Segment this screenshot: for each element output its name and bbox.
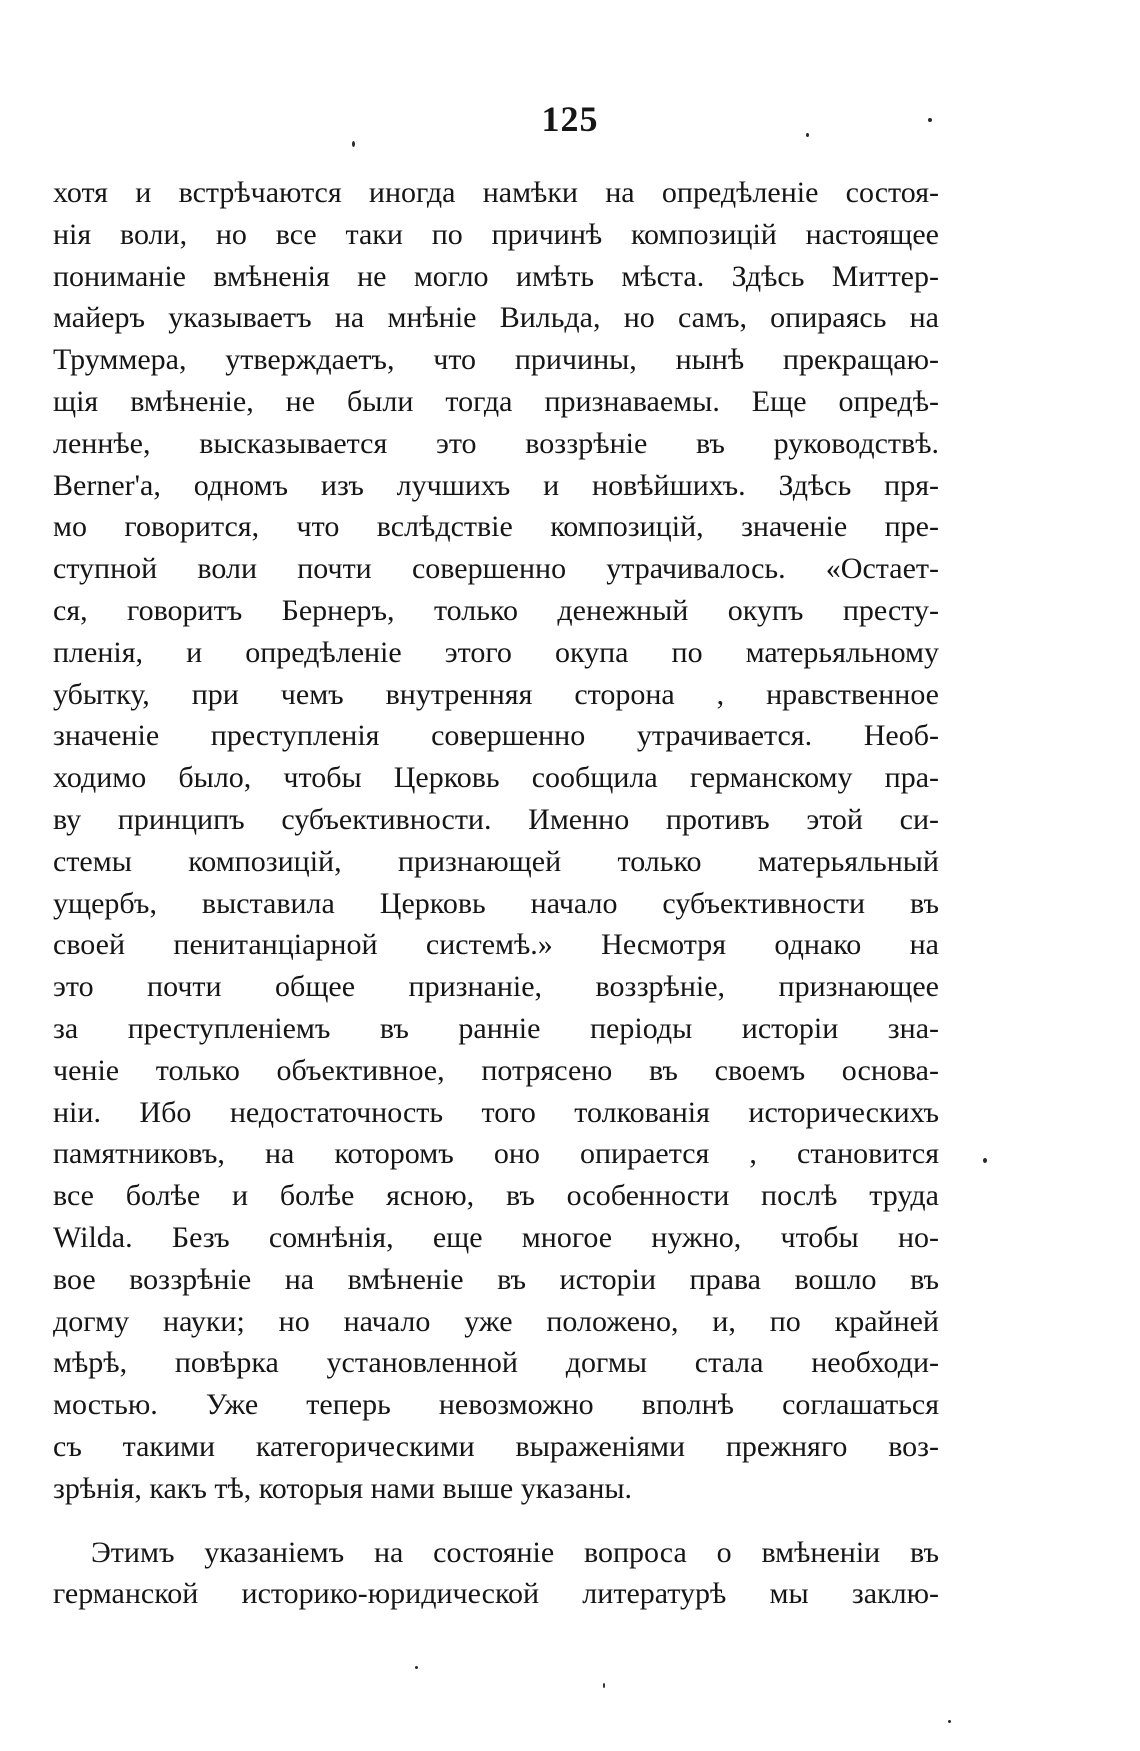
text-line: Труммера, утверждаетъ, что причины, нынѣ прекращаю- [53,343,939,377]
text-line: мо говорится, что вслѣдствіе композицій, значеніе пре- [53,510,939,544]
text-line: ся, говоритъ Бернеръ, только денежный окупъ престу- [53,593,939,627]
text-line: съ такими категорическими выраженіями прежняго воз- [53,1429,939,1463]
text-line: значеніе преступленія совершенно утрачивается. Необ- [53,719,939,753]
page-number: 125 [541,99,599,139]
text-line: леннѣе, высказывается это воззрѣніе въ руководствѣ. [53,426,939,460]
scan-speck [948,1720,951,1723]
text-line: германской историко-юридической литературѣ мы заклю- [53,1577,939,1611]
paragraph [53,1532,939,1616]
scan-speck [806,133,809,137]
text-line: все болѣе и болѣе ясною, въ особенности послѣ труда [53,1179,939,1213]
text-line: зрѣнія, какъ тѣ, которыя нами выше указаны. [53,1471,633,1505]
paragraph [53,172,939,1510]
scan-speck [928,118,932,122]
text-line: ходимо было, чтобы Церковь сообщила германскому пра- [53,761,939,795]
text-line: ніи. Ибо недостаточность того толкованія историческихъ [53,1095,939,1129]
text-line: Wilda. Безъ сомнѣнія, еще многое нужно, чтобы но- [53,1220,939,1254]
text-line: ву принципъ субъективности. Именно противъ этой си- [53,802,939,836]
text-line: ченіе только объективное, потрясено въ своемъ основа- [53,1053,939,1087]
scan-speck [603,1683,605,1688]
text-line: майеръ указываетъ на мнѣніе Вильда, но самъ, опираясь на [53,301,939,335]
body-text [53,172,939,1615]
text-line: Berner'а, одномъ изъ лучшихъ и новѣйшихъ. Здѣсь пря- [53,468,939,502]
text-line: пленія, и опредѣленіе этого окупа по матерьяльному [53,635,939,669]
scan-speck [352,141,355,147]
text-line: своей пенитанціарной системѣ.» Несмотря однако на [53,928,939,962]
text-line: догму науки; но начало уже положено, и, по крайней [53,1304,939,1338]
text-line: убытку, при чемъ внутренняя сторона , нравственное [53,677,939,711]
text-line: мѣрѣ, повѣрка установленной догмы стала необходи- [53,1346,939,1380]
text-line: мостью. Уже теперь невозможно вполнѣ соглашаться [53,1388,939,1422]
text-line: пониманіе вмѣненія не могло имѣть мѣста. Здѣсь Миттер- [53,259,939,293]
text-line: щія вмѣненіе, не были тогда признаваемы. Еще опредѣ- [53,384,939,418]
text-line: хотя и встрѣчаются иногда намѣки на опредѣленіе состоя- [53,176,939,209]
text-line: вое воззрѣніе на вмѣненіе въ исторіи права вошло въ [53,1262,939,1296]
text-line: Этимъ указаніемъ на состояніе вопроса о вмѣненіи въ [91,1535,939,1569]
text-line: стемы композицій, признающей только матерьяльный [53,844,939,878]
scan-speck [983,1158,987,1163]
text-line: ущербъ, выставила Церковь начало субъективности въ [53,886,939,920]
text-line: за преступленіемъ въ ранніе періоды исторіи зна- [53,1011,939,1045]
text-line: это почти общее признаніе, воззрѣніе, признающее [53,970,939,1004]
scan-speck [415,1666,418,1669]
text-line: ступной воли почти совершенно утрачивалось. «Остает- [53,552,939,586]
text-line: нія воли, но все таки по причинѣ композицій настоящее [53,217,939,251]
paragraph-gap [53,1510,939,1532]
text-line: памятниковъ, на которомъ оно опирается , становится [53,1137,939,1171]
